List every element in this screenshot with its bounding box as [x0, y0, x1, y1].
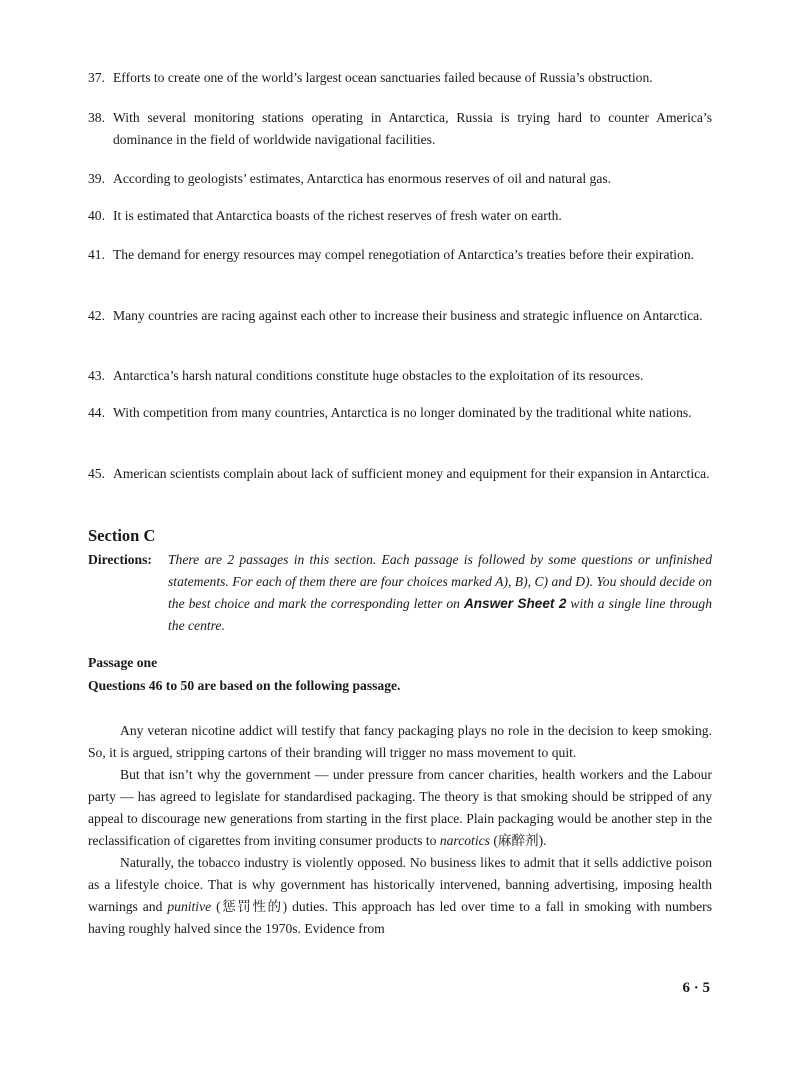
paragraph-2: [88, 764, 712, 852]
statement-text: American scientists complain about lack of sufficient money and equipment for their expansion in Antarctica.: [113, 466, 710, 481]
statement-text: According to geologists’ estimates, Antarctica has enormous reserves of oil and natural gas.: [113, 171, 612, 186]
statement-44: [88, 402, 712, 424]
page-number: 6 · 5: [682, 980, 710, 996]
paragraph-3: [88, 852, 712, 940]
statement-number: 42.: [88, 308, 105, 323]
statement-text: Antarctica’s harsh natural conditions constitute huge obstacles to the exploitation of its resources.: [113, 368, 644, 383]
statement-text: Many countries are racing against each other to increase their business and strategic influence on Antarctica.: [113, 308, 703, 323]
paragraph-3-text: Naturally, the tobacco industry is violently opposed. No business likes to admit that it sells addictive poison as a lifestyle choice. That is why government has historically intervened, banning advertising, imposing health warnings and: [88, 855, 712, 914]
paragraph-1: Any veteran nicotine addict will testify that fancy packaging plays no role in the decision to keep smoking. So, it is argued, stripping cartons of their branding will trigger no mass movement to quit.: [88, 723, 712, 760]
statement-number: 38.: [88, 110, 105, 125]
statement-text: With several monitoring stations operating in Antarctica, Russia is trying hard to counter America’s dominance in the field of worldwide navigational facilities.: [113, 110, 712, 147]
statement-number: 40.: [88, 208, 105, 223]
statement-number: 41.: [88, 247, 105, 262]
paragraph-3-end: (惩罚性的) duties. This approach has led over time to a fall in smoking with numbers having roughly halved since the 1970s. Evidence from: [88, 899, 712, 936]
statement-45: [88, 463, 712, 485]
statement-37: [88, 67, 712, 89]
statement-43: [88, 365, 712, 387]
paragraph-2-text: But that isn’t why the government — under pressure from cancer charities, health workers and the Labour party — has agreed to legislate for standardised packaging. The theory is that smoking should be stripped of any appeal to discourage new generations from starting in the first place. Plain packaging would be another step in the reclassification of cigarettes from inviting consumer products to: [88, 767, 712, 848]
directions: [88, 549, 712, 637]
statement-text: With competition from many countries, Antarctica is no longer dominated by the traditional white nations.: [113, 405, 692, 420]
narcotics-term: narcotics: [439, 833, 490, 848]
passage-title: Passage one: [88, 655, 158, 670]
statement-41: [88, 244, 712, 266]
section-title: Section C: [88, 526, 156, 545]
directions-end: with a single line through the centre.: [168, 596, 712, 633]
directions-body: There are 2 passages in this section. Each passage is followed by some questions or unfinished statements. For each of them there are four choices marked A), B), C) and D). You should decide on the best choice and mark the corresponding letter on: [168, 552, 712, 611]
statement-text: The demand for energy resources may compel renegotiation of Antarctica’s treaties before their expiration.: [113, 247, 695, 262]
passage-body: [88, 720, 712, 940]
directions-label: Directions:: [88, 552, 152, 567]
statement-42: [88, 305, 712, 327]
passage-subtitle: Questions 46 to 50 are based on the following passage.: [88, 678, 401, 693]
answer-sheet-label: Answer Sheet 2: [463, 596, 567, 611]
statement-number: 39.: [88, 171, 105, 186]
statement-38: [88, 107, 712, 151]
statement-number: 45.: [88, 466, 105, 481]
statement-39: [88, 168, 712, 190]
punitive-term: punitive: [167, 899, 212, 914]
statement-number: 44.: [88, 405, 105, 420]
statement-number: 43.: [88, 368, 105, 383]
paragraph-2-end: (麻醉剂).: [489, 833, 547, 848]
statement-40: [88, 205, 712, 227]
statement-number: 37.: [88, 70, 105, 85]
directions-text: [168, 549, 712, 637]
statement-text: It is estimated that Antarctica boasts of the richest reserves of fresh water on earth.: [113, 208, 562, 223]
statement-text: Efforts to create one of the world’s largest ocean sanctuaries failed because of Russia’s obstruction.: [113, 70, 653, 85]
